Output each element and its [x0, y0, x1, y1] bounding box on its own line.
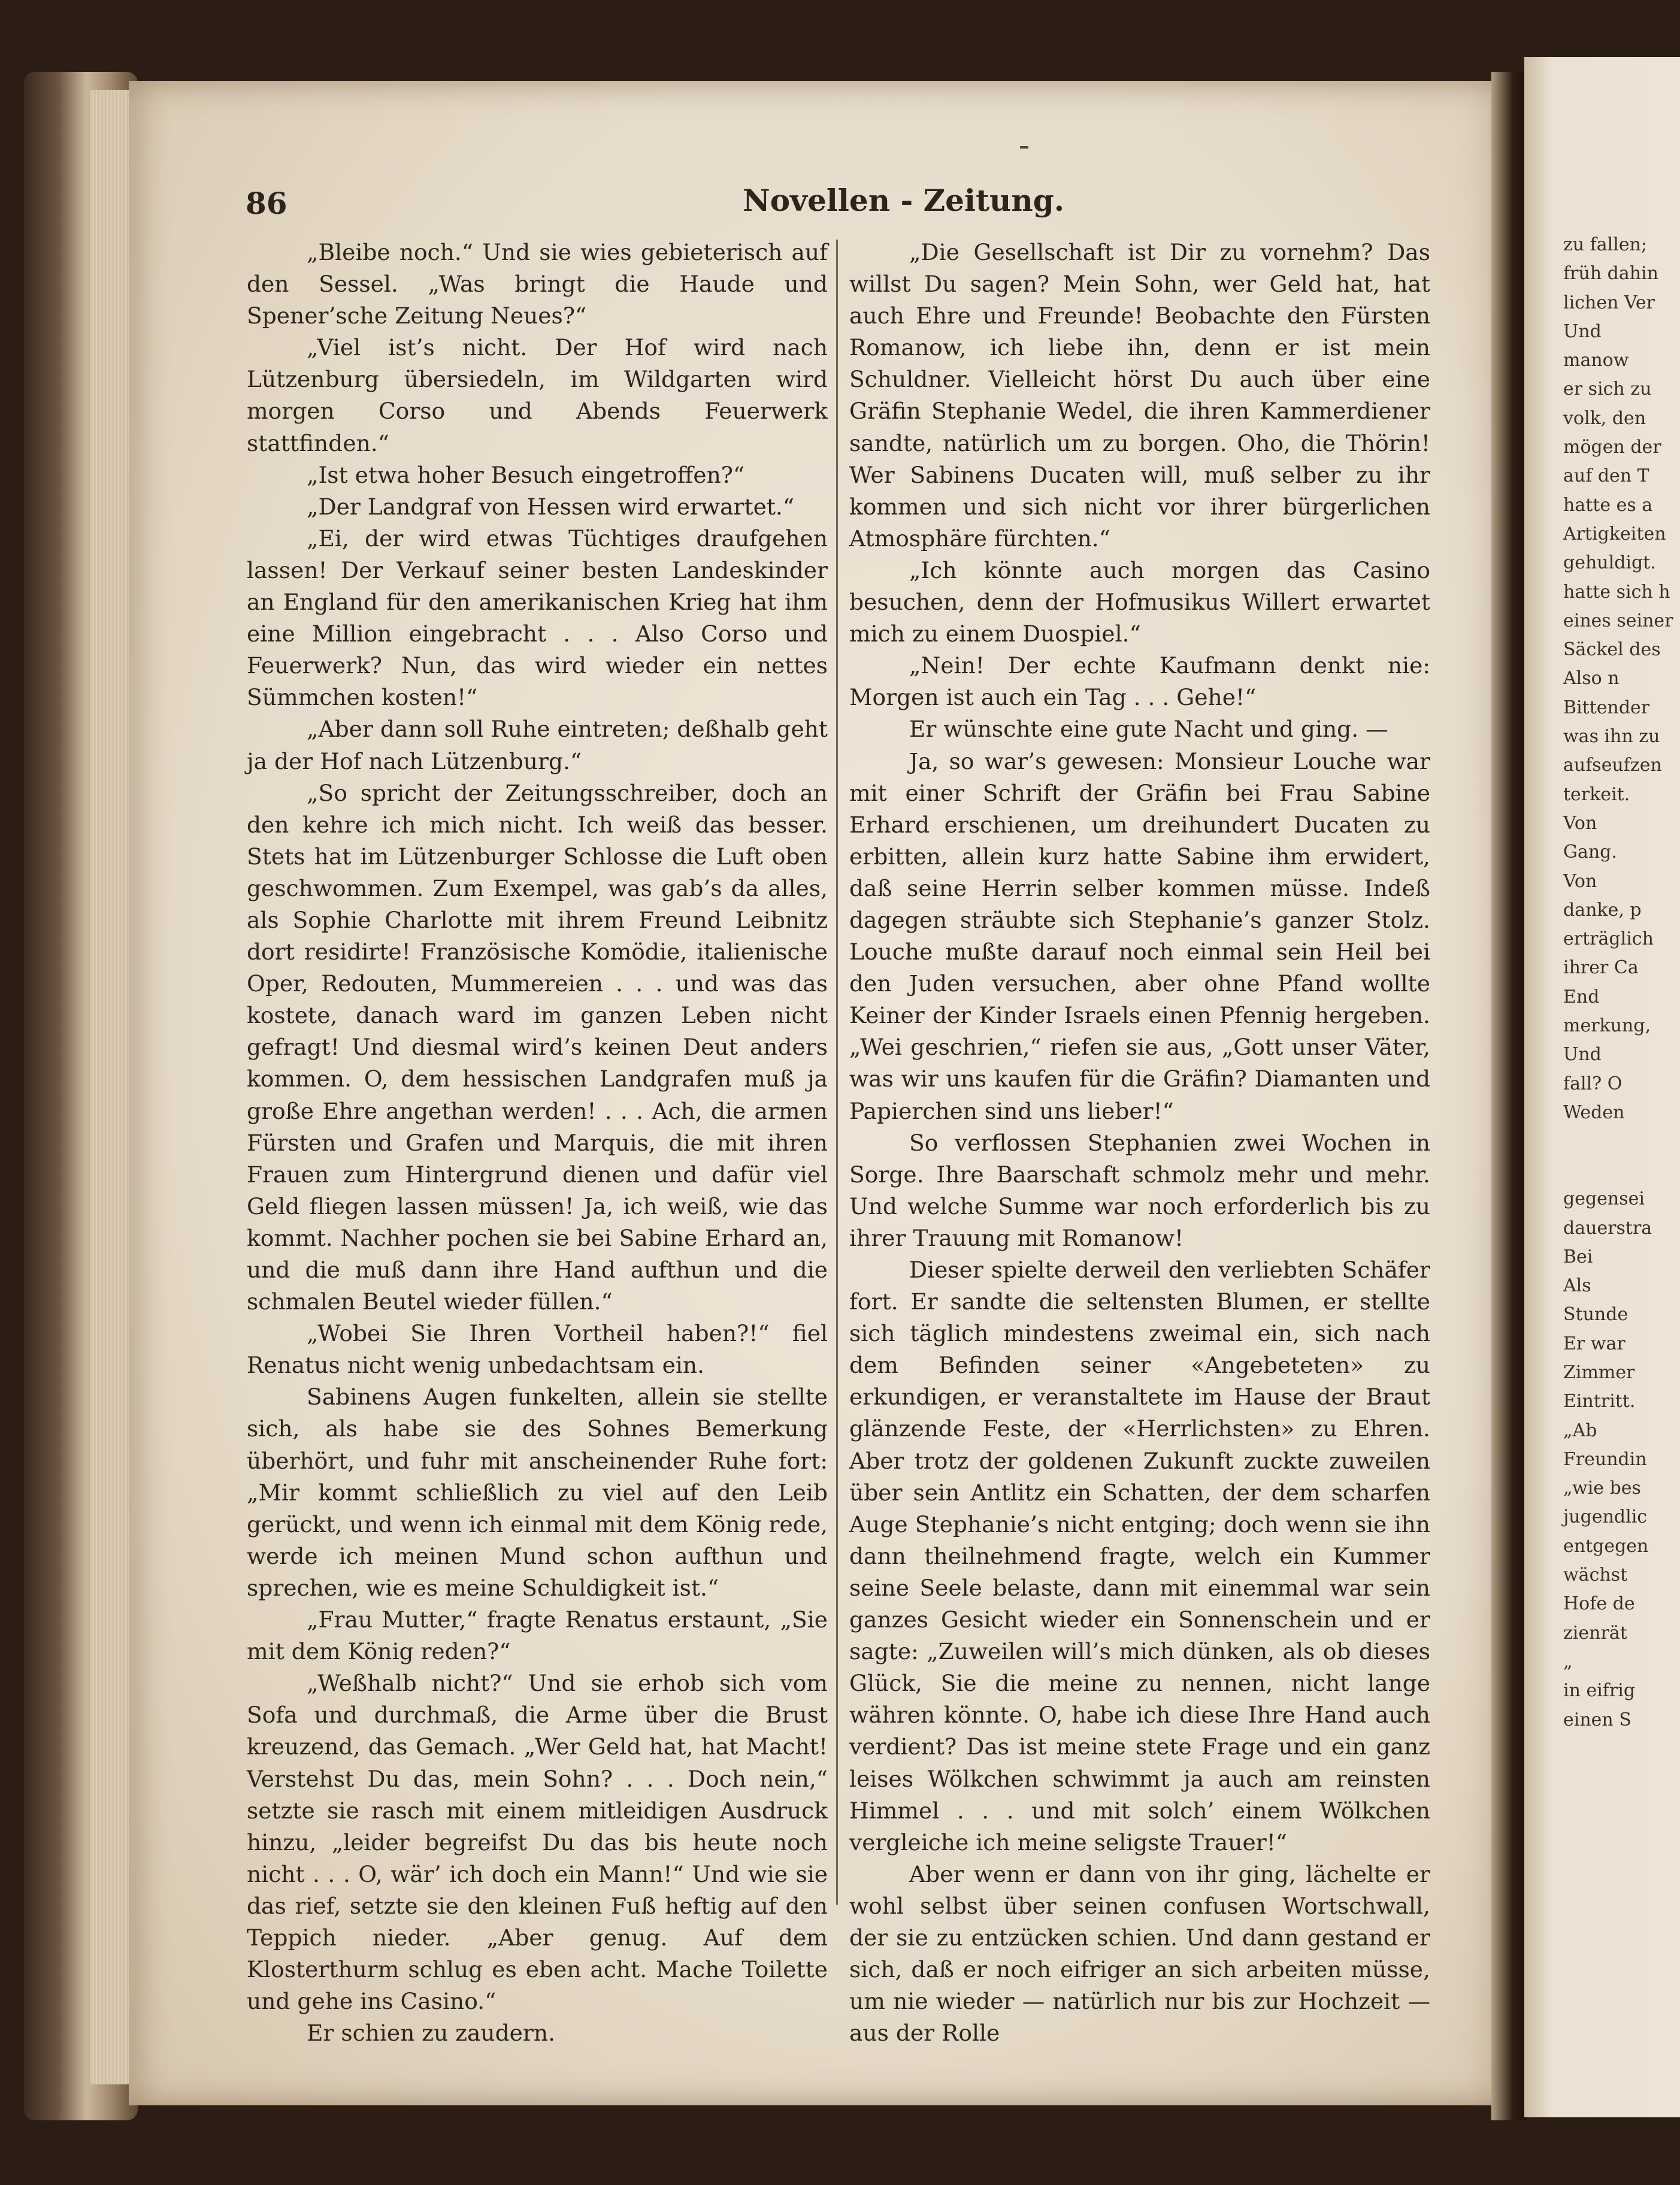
right-page-line: „wie bes: [1563, 1478, 1641, 1499]
paragraph: „Aber dann soll Ruhe eintreten; deßhalb geht ja der Hof nach Lützenburg.“: [247, 716, 828, 774]
paragraph: „Wobei Sie Ihren Vortheil haben?!“ fiel Renatus nicht wenig unbedachtsam ein.: [247, 1320, 828, 1379]
right-page-line: Von: [1563, 870, 1597, 892]
right-page-line: gegensei: [1563, 1188, 1645, 1210]
right-page-line: Bei: [1563, 1246, 1593, 1267]
right-page-line: Zimmer: [1563, 1361, 1635, 1383]
paragraph: Dieser spielte derweil den verliebten Schäfer fort. Er sandte die seltensten Blumen, er stellte sich täglich mindestens zweimal ein, sich nach dem Befinden seiner «Angebeteten» zu erkundigen, er veranstaltete im Hause der Braut glänzende Feste, der «Herrlichsten» zu Ehren. Aber trotz der goldenen Zukunft zuckte zuweilen über sein Antlitz ein Schatten, der dem scharfen Auge Stephanie’s nicht entging; doch wenn sie ihn dann theilnehmend fragte, welch ein Kummer seine Seele belaste, dann mit einemmal war sein ganzes Gesicht wieder ein Sonnenschein und er sagte: „Zuweilen will’s mich dünken, als ob dieses Glück, Sie die meine zu nennen, nicht lange währen könnte. O, habe ich diese Ihre Hand auch verdient? Das ist meine stete Frage und ein ganz leises Wölkchen schwimmt ja auch am reinsten Himmel . . . und mit solch’ einem Wölkchen vergleiche ich meine seligste Trauer!“: [849, 1257, 1430, 1856]
right-page-line: Von: [1563, 812, 1597, 834]
paragraph: „Nein! Der echte Kaufmann denkt nie: Morgen ist auch ein Tag . . . Gehe!“: [849, 652, 1430, 711]
right-page-line: lichen Ver: [1563, 292, 1655, 313]
paragraph: Ja, so war’s gewesen: Monsieur Louche war mit einer Schrift der Gräfin bei Frau Sabine Erhard erschienen, um dreihundert Ducaten zu erbitten, allein kurz hatte Sabine ihm erwidert, daß seine Herrin selber kommen müsse. Indeß dagegen sträubte sich Stephanie’s ganzer Stolz. Louche mußte darauf noch einmal sein Heil bei den Juden versuchen, aber ohne Pfand wollte Keiner der Kinder Israels einen Pfennig hergeben. „Wei geschrien,“ riefen sie aus, „Gott unser Väter, was wir uns kaufen für die Gräfin? Diamanten und Papierchen sind uns lieber!“: [849, 748, 1430, 1124]
paragraph: „Frau Mutter,“ fragte Renatus erstaunt, „Sie mit dem König reden?“: [247, 1606, 828, 1665]
right-page-line: Gang.: [1563, 842, 1617, 863]
right-page-line: aufseufzen: [1563, 755, 1662, 776]
paragraph: „Bleibe noch.“ Und sie wies gebieterisch auf den Sessel. „Was bringt die Haude und Spener’sche Zeitung Neues?“: [247, 239, 828, 329]
paragraph: „Weßhalb nicht?“ Und sie erhob sich vom Sofa und durchmaß, die Arme über die Brust kreuzend, das Gemach. „Wer Geld hat, hat Macht! Verstehst Du das, mein Sohn? . . . Doch nein,“ setzte sie rasch mit einem mitleidigen Ausdruck hinzu, „leider begreifst Du das bis heute noch nicht . . . O, wär’ ich doch ein Mann!“ Und wie sie das rief, setzte sie den kleinen Fuß heftig auf den Teppich nieder. „Aber genug. Auf dem Klosterthurm schlug es eben acht. Mache Toilette und gehe ins Casino.“: [247, 1670, 828, 2015]
right-page-line: in eifrig: [1563, 1680, 1636, 1702]
right-page-line: Also n: [1563, 668, 1620, 689]
right-page-line: eines seiner: [1563, 610, 1673, 631]
book-gutter: [1491, 72, 1527, 2120]
right-page-line: hatte sich h: [1563, 581, 1670, 603]
right-page-line: ihrer Ca: [1563, 957, 1639, 979]
right-page-line: Weden: [1563, 1101, 1625, 1123]
right-page-line: Stunde: [1563, 1304, 1628, 1325]
right-page-line: fall? O: [1563, 1073, 1623, 1094]
right-page-line: Eintritt.: [1563, 1391, 1636, 1412]
right-page-line: Artigkeiten: [1563, 523, 1666, 544]
right-text-column: [849, 237, 1430, 2049]
right-page-line: Freundin: [1563, 1448, 1647, 1470]
right-page-line: End: [1563, 986, 1600, 1007]
paragraph: So verflossen Stephanien zwei Wochen in Sorge. Ihre Baarschaft schmolz mehr und mehr. Und welche Summe war noch erforderlich bis zu ihrer Trauung mit Romanow!: [849, 1129, 1430, 1251]
right-page-line: Bittender: [1563, 697, 1650, 718]
left-text-column: [247, 237, 828, 2049]
paragraph: „Viel ist’s nicht. Der Hof wird nach Lützenburg übersiedeln, im Wildgarten wird morgen Corso und Abends Feuerwerk stattfinden.“: [247, 334, 828, 456]
right-page-line: entgegen: [1563, 1535, 1649, 1557]
right-page-line: was ihn zu: [1563, 726, 1660, 748]
running-title: Novellen - Zeitung.: [743, 183, 1065, 218]
right-page-line: Und: [1563, 1044, 1602, 1066]
paragraph: Sabinens Augen funkelten, allein sie stellte sich, als habe sie des Sohnes Bemerkung überhört, und fuhr mit anscheinender Ruhe fort: „Mir kommt schließlich zu viel auf den Leib gerückt, und wenn ich einmal mit dem König rede, werde ich meinen Mund schon aufthun und sprechen, wie es meine Schuldigkeit ist.“: [247, 1384, 828, 1601]
right-page-line: „: [1563, 1651, 1573, 1672]
right-page-line: er sich zu: [1563, 379, 1652, 400]
right-page-line: wächst: [1563, 1564, 1628, 1586]
right-page-line: jugendlic: [1563, 1506, 1648, 1528]
right-page-line: zienrät: [1563, 1622, 1627, 1644]
right-page-line: Säckel des: [1563, 639, 1661, 661]
right-page-line: „Ab: [1563, 1420, 1597, 1441]
paragraph: Aber wenn er dann von ihr ging, lächelte er wohl selbst über seinen confusen Wortschwall, der sie zu entzücken schien. Und dann gestand er sich, daß er noch eifriger an sich arbeiten müsse, um nie wieder — natürlich nur bis zur Hochzeit — aus der Rolle: [849, 1860, 1430, 2047]
right-page-line: mögen der: [1563, 437, 1661, 458]
right-page-line: früh dahin: [1563, 263, 1658, 285]
line-gap: [1563, 1127, 1653, 1185]
right-page-text-fragments: [1563, 231, 1673, 1735]
right-page-line: terkeit.: [1563, 783, 1630, 805]
right-page-line: merkung,: [1563, 1015, 1651, 1037]
paragraph: „Ist etwa hoher Besuch eingetroffen?“: [307, 461, 745, 488]
paragraph: Er wünschte eine gute Nacht und ging. —: [909, 716, 1388, 743]
right-page-line: manow: [1563, 350, 1629, 371]
paragraph: „Ich könnte auch morgen das Casino besuchen, denn der Hofmusikus Willert erwartet mich zu einem Duospiel.“: [849, 556, 1430, 647]
right-page-line: hatte es a: [1563, 494, 1653, 516]
right-page-line: danke, p: [1563, 899, 1642, 921]
right-page-line: Als: [1563, 1275, 1591, 1297]
paragraph: „Ei, der wird etwas Tüchtiges draufgehen lassen! Der Verkauf seiner besten Landeskinder an England für den amerikanischen Krieg hat ihm eine Million eingebracht . . . Also Corso und Feuerwerk? Nun, das wird wieder ein nettes Sümmchen kosten!“: [247, 525, 828, 711]
column-divider: [836, 240, 838, 1905]
paragraph: Er schien zu zaudern.: [307, 2020, 556, 2047]
paragraph: „Der Landgraf von Hessen wird erwartet.“: [307, 493, 795, 520]
right-page-line: Hofe de: [1563, 1593, 1635, 1615]
right-page-line: einen S: [1563, 1709, 1631, 1730]
page-number: 86: [246, 186, 287, 221]
right-page-line: zu fallen;: [1563, 234, 1648, 255]
right-page-line: auf den T: [1563, 465, 1649, 487]
right-page-line: Er war: [1563, 1333, 1625, 1354]
right-page-line: volk, den: [1563, 407, 1646, 429]
right-page-line: dauerstra: [1563, 1217, 1652, 1239]
paragraph: „So spricht der Zeitungsschreiber, doch an den kehre ich mich nicht. Ich weiß das besser. Stets hat im Lützenburger Schlosse die Luft oben geschwommen. Zum Exempel, was gab’s da alles, als Sophie Charlotte mit ihrem Freund Leibnitz dort residirte! Französische Komödie, italienische Oper, Redouten, Mummereien . . . und was das kostete, danach ward im ganzen Leben nicht gefragt! Und diesmal wird’s keinen Deut anders kommen. O, dem hessischen Landgrafen muß ja große Ehre angethan werden! . . . Ach, die armen Fürsten und Grafen und Marquis, die mit ihren Frauen zum Hintergrund dienen und dafür viel Geld fliegen lassen müssen! Ja, ich weiß, wie das kommt. Nachher pochen sie bei Sabine Erhard an, und die muß dann ihre Hand aufthun und die schmalen Beutel wieder füllen.“: [247, 779, 828, 1315]
print-mark: [1020, 146, 1028, 149]
paragraph: „Die Gesellschaft ist Dir zu vornehm? Das willst Du sagen? Mein Sohn, wer Geld hat, hat auch Ehre und Freunde! Beobachte den Fürsten Romanow, ich liebe ihn, denn er ist mein Schuldner. Vielleicht hörst Du auch über eine Gräfin Stephanie Wedel, die ihren Kammerdiener sandte, natürlich um zu borgen. Oho, die Thörin! Wer Sabinens Ducaten will, muß selber zu ihr kommen und sich nicht vor ihrer bürgerlichen Atmosphäre fürchten.“: [849, 239, 1430, 552]
right-page-line: gehuldigt.: [1563, 552, 1656, 574]
right-page-line: erträglich: [1563, 928, 1654, 950]
right-page-line: Und: [1563, 320, 1602, 342]
